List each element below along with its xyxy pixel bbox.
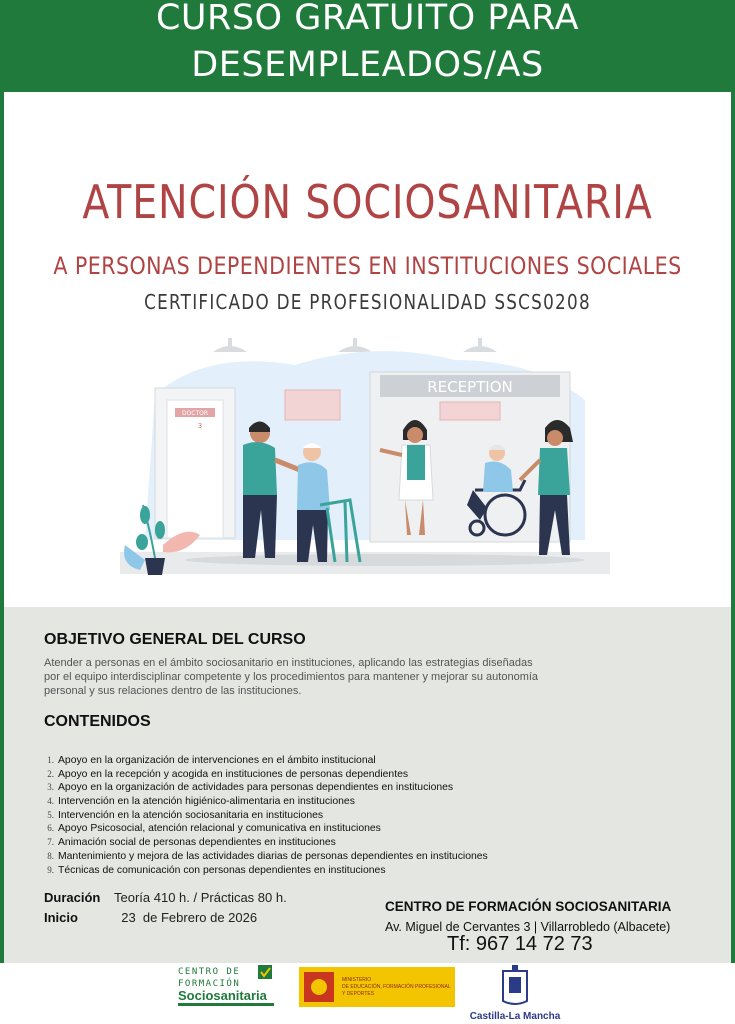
duration-value: Teoría 410 h. / Prácticas 80 h. (114, 890, 287, 905)
certificate-code: CERTIFICADO DE PROFESIONALIDAD SSCS0208 (144, 290, 591, 314)
contents-list (44, 754, 684, 877)
hospital-reception-illustration (115, 330, 615, 580)
svg-text:DE EDUCACIÓN, FORMACIÓN PROFES: DE EDUCACIÓN, FORMACIÓN PROFESIONAL (342, 984, 451, 990)
list-item: 1. Apoyo en la organización de intervenciones en el ámbito institucional (47, 755, 376, 766)
center-name: CENTRO DE FORMACIÓN SOCIOSANITARIA (385, 899, 672, 914)
right-border (731, 92, 735, 1024)
list-item: 7. Animación social de personas dependientes en instituciones (47, 837, 336, 849)
contents-heading: CONTENIDOS (44, 713, 151, 730)
course-subtitle: A PERSONAS DEPENDIENTES EN INSTITUCIONES SOCIALES (53, 252, 682, 280)
objective-line: por el equipo interdisciplinar competente y los procedimientos para mantener y mejorar su autonomía (44, 671, 539, 683)
ministerio-logo (299, 967, 455, 1007)
start-value: 23 de Febrero de 2026 (114, 910, 258, 925)
list-item: 8. Mantenimiento y mejora de las actividades diarias de personas dependientes en instituciones (47, 850, 488, 862)
logos-svg (0, 963, 735, 1024)
door-number: 3 (197, 422, 203, 430)
svg-text:Sociosanitaria: Sociosanitaria (178, 988, 267, 1003)
duration-label: Duración (44, 890, 101, 905)
list-item: 6. Apoyo Psicosocial, atención relacional y comunicativa en instituciones (47, 823, 381, 835)
list-item: 5. Intervención en la atención sociosanitaria en instituciones (47, 809, 324, 821)
top-banner (0, 0, 735, 92)
ceiling-lamps-icon (213, 338, 497, 352)
door-sign: DOCTOR (181, 410, 209, 417)
center-phone: Tf: 967 14 72 73 (447, 933, 593, 955)
list-item: 9. Técnicas de comunicación con personas dependientes en instituciones (47, 864, 386, 876)
svg-text:Castilla-La Mancha: Castilla-La Mancha (469, 1011, 561, 1022)
list-item: 3. Apoyo en la organización de actividades para personas dependientes en instituciones (47, 782, 454, 794)
svg-text:FORMACIÓN: FORMACIÓN (178, 979, 241, 989)
course-title: ATENCIÓN SOCIOSANITARIA (82, 175, 653, 229)
svg-text:MINISTERIO: MINISTERIO (342, 977, 372, 983)
reception-sign: RECEPTION (427, 378, 513, 396)
objective-heading: OBJETIVO GENERAL DEL CURSO (44, 631, 306, 648)
svg-text:Y DEPORTES: Y DEPORTES (342, 991, 375, 997)
objective-line: personal y sus relaciones dentro de las instituciones. (44, 685, 302, 697)
list-item: 4. Intervención en la atención higiénico-alimentaria en instituciones (47, 796, 355, 808)
svg-text:CENTRO DE: CENTRO DE (178, 967, 241, 977)
objective-line: Atender a personas en el ámbito sociosanitario en instituciones, aplicando las estrategias diseñadas (44, 657, 533, 669)
start-row (44, 910, 257, 925)
duration-row (44, 890, 287, 905)
center-address: Av. Miguel de Cervantes 3 | Villarrobledo (Albacete) (385, 920, 671, 934)
list-item: 2. Apoyo en la recepción y acogida en instituciones de personas dependientes (47, 768, 409, 780)
castilla-la-mancha-logo (470, 965, 561, 1022)
centro-formacion-logo (178, 965, 274, 1006)
logos-strip (0, 963, 735, 1024)
banner-line-1: CURSO GRATUITO PARA (155, 0, 580, 38)
banner-line-2: DESEMPLEADOS/AS (191, 45, 544, 85)
start-label: Inicio (44, 910, 78, 925)
objective-text (44, 656, 564, 698)
